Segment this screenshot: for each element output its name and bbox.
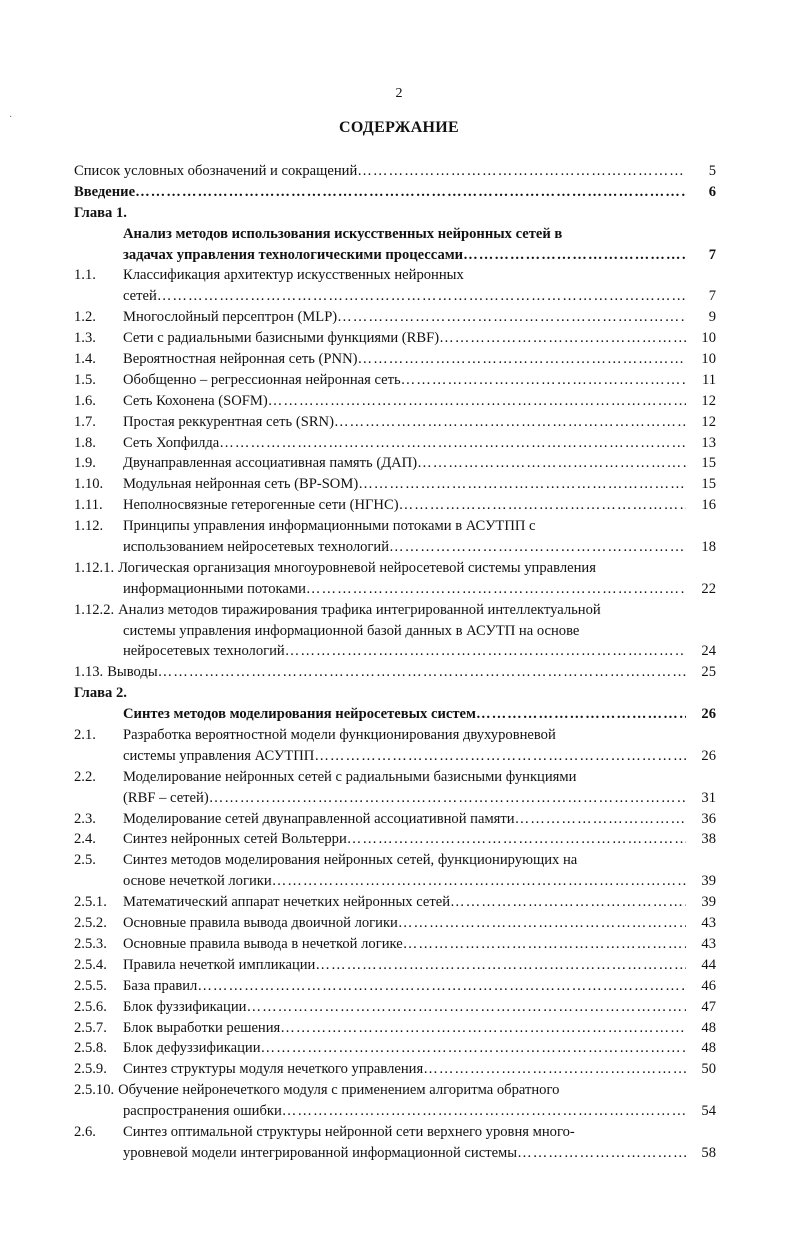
toc-leader-dots — [209, 788, 686, 809]
toc-entry-number: 1.11. — [74, 497, 103, 514]
toc-leader-dots — [337, 307, 686, 328]
toc-entry-number: 1.4. — [74, 351, 96, 367]
toc-leader-dots — [315, 955, 686, 976]
toc-entry-number: 1.3. — [74, 330, 96, 347]
toc-entry-text — [123, 871, 686, 892]
toc-leader-dots — [401, 370, 686, 391]
toc-entry — [74, 245, 716, 266]
toc-entry-text — [123, 1059, 686, 1080]
toc-entry-label: Синтез методов моделирования нейронных сетей, функционирующих на — [123, 852, 578, 869]
toc-entry-text — [107, 662, 686, 683]
toc-leader-dots — [314, 746, 686, 767]
toc-entry-page: 22 — [701, 580, 716, 597]
toc-entry-text — [74, 203, 686, 224]
toc-leader-dots — [280, 1018, 686, 1039]
toc-entry — [74, 1143, 716, 1164]
toc-entry — [74, 1059, 716, 1080]
toc-entry — [74, 934, 716, 955]
toc-entry-number: 2.5.2. — [74, 915, 107, 932]
toc-leader-dots — [261, 1038, 686, 1059]
toc-entry — [74, 809, 716, 830]
toc-entry-text — [123, 453, 686, 474]
toc-entry-page: 43 — [701, 915, 716, 932]
toc-entry — [74, 725, 716, 746]
toc-entry-page: 46 — [701, 977, 716, 994]
toc-entry — [74, 704, 716, 725]
toc-entry — [74, 203, 716, 224]
toc-entry-label: Анализ методов использования искусственных нейронных сетей в — [123, 225, 563, 242]
toc-entry-page: 15 — [701, 455, 716, 472]
toc-entry-text — [123, 349, 686, 370]
toc-entry-page: 24 — [701, 643, 716, 660]
toc-entry-label: Сети с радиальными базисными функциями (RBF) — [123, 330, 440, 347]
toc-entry-label: Сеть Кохонена (SOFM) — [123, 392, 268, 409]
toc-entry — [74, 370, 716, 391]
toc-entry-label: Синтез методов моделирования нейросетевых систем — [123, 706, 476, 723]
toc-entry-page: 7 — [708, 246, 716, 263]
toc-entry — [74, 286, 716, 307]
toc-leader-dots — [417, 453, 686, 474]
toc-entry-text — [123, 621, 686, 642]
toc-entry-text — [123, 809, 686, 830]
toc-entry-text — [123, 829, 686, 850]
toc-entry-label: Анализ методов тиражирования трафика интегрированной интеллектуальной — [118, 601, 601, 618]
toc-entry-text — [123, 1018, 686, 1039]
toc-entry — [74, 328, 716, 349]
toc-entry-label: системы управления АСУТПП — [123, 747, 315, 764]
toc-entry-number: 1.10. — [74, 476, 104, 493]
toc-entry-number: 1.2. — [74, 309, 96, 326]
toc-entry — [74, 767, 716, 788]
toc-leader-dots — [358, 474, 686, 495]
toc-entry-text — [123, 1122, 686, 1143]
toc-entry-page: 26 — [701, 747, 716, 764]
page-title: СОДЕРЖАНИЕ — [338, 119, 460, 136]
toc-entry-label: Принципы управления информационными потоками в АСУТПП с — [123, 518, 536, 535]
toc-leader-dots — [515, 809, 686, 830]
toc-leader-dots — [476, 704, 686, 725]
toc-entry-text — [123, 412, 686, 433]
toc-entry-label: (RBF – сетей) — [123, 789, 209, 806]
toc-entry-number: 1.5. — [74, 371, 96, 388]
toc-entry-number: 2.5.10. — [74, 1082, 115, 1099]
toc-leader-dots — [306, 579, 686, 600]
toc-entry-label: информационными потоками — [123, 580, 306, 597]
toc-entry — [74, 1122, 716, 1143]
toc-entry-page: 13 — [701, 434, 716, 451]
toc-entry-label: Синтез оптимальной структуры нейронной сети верхнего уровня много- — [123, 1123, 575, 1140]
toc-entry-text — [123, 328, 686, 349]
toc-entry-text — [74, 161, 686, 182]
toc-entry-text — [123, 495, 686, 516]
toc-entry-label: Моделирование сетей двунаправленной ассоциативной памяти — [123, 810, 515, 827]
toc-entry-text — [118, 1080, 686, 1101]
toc-entry-text — [123, 370, 686, 391]
toc-leader-dots — [282, 1101, 686, 1122]
toc-entry — [74, 224, 716, 245]
toc-entry-label: Список условных обозначений и сокращений — [74, 162, 358, 179]
toc-entry-number: 2.5.3. — [74, 935, 107, 952]
toc-entry — [74, 579, 716, 600]
toc-entry-number: 2.5.6. — [74, 998, 107, 1015]
toc-entry — [74, 307, 716, 328]
toc-entry — [74, 892, 716, 913]
toc-entry-page: 36 — [701, 810, 716, 827]
toc-entry — [74, 516, 716, 537]
toc-entry-number: 2.1. — [74, 727, 96, 744]
toc-entry-label: Основные правила вывода в нечеткой логике — [123, 935, 403, 952]
toc-leader-dots — [403, 934, 686, 955]
toc-entry — [74, 662, 716, 683]
toc-entry-label: Обобщенно – регрессионная нейронная сеть — [123, 371, 401, 388]
toc-entry-label: Введение — [74, 183, 136, 200]
toc-entry-number: 2.4. — [74, 831, 96, 848]
toc-entry-label: Двунаправленная ассоциативная память (ДАП) — [123, 455, 418, 472]
toc-entry-page: 10 — [701, 351, 716, 367]
toc-entry-text — [123, 767, 686, 788]
toc-entry-page: 44 — [701, 956, 716, 973]
toc-entry — [74, 161, 716, 182]
toc-entry-page: 25 — [701, 664, 716, 681]
table-of-contents — [74, 161, 716, 1164]
toc-leader-dots — [423, 1059, 686, 1080]
toc-leader-dots — [246, 997, 686, 1018]
toc-entry-page: 50 — [701, 1061, 716, 1078]
toc-entry — [74, 683, 716, 704]
toc-entry-page: 39 — [701, 873, 716, 890]
toc-entry — [74, 433, 716, 454]
toc-leader-dots — [347, 829, 686, 850]
toc-entry-text — [123, 286, 686, 307]
toc-entry-label: Разработка вероятностной модели функционирования двухуровневой — [123, 727, 556, 744]
toc-entry-text — [123, 892, 686, 913]
toc-entry-label: Многослойный персептрон (MLP) — [123, 309, 338, 326]
toc-entry-label: Логическая организация многоуровневой нейросетевой системы управления — [118, 559, 596, 576]
toc-entry-text — [74, 683, 686, 704]
toc-entry-page: 31 — [701, 789, 716, 806]
toc-entry-text — [123, 224, 686, 245]
toc-entry-label: Математический аппарат нечетких нейронных сетей — [123, 894, 450, 911]
toc-entry-page: 12 — [701, 392, 716, 409]
toc-entry — [74, 265, 716, 286]
toc-entry-label: нейросетевых технологий — [123, 643, 285, 660]
toc-entry-text — [123, 955, 686, 976]
toc-leader-dots — [517, 1143, 686, 1164]
toc-entry-label: Моделирование нейронных сетей с радиальными базисными функциями — [123, 768, 577, 785]
toc-entry-page: 43 — [701, 935, 716, 952]
toc-entry-text — [123, 641, 686, 662]
toc-entry-number: 2.5.5. — [74, 977, 107, 994]
toc-entry — [74, 621, 716, 642]
toc-entry-text — [123, 307, 686, 328]
toc-entry-page: 10 — [701, 330, 716, 347]
toc-entry — [74, 453, 716, 474]
toc-entry-number: 2.5.8. — [74, 1040, 107, 1057]
toc-entry-text — [123, 391, 686, 412]
toc-entry-text — [123, 1038, 686, 1059]
toc-entry-page: 26 — [701, 706, 716, 723]
toc-leader-dots — [197, 976, 686, 997]
toc-entry-page: 39 — [701, 894, 716, 911]
toc-entry — [74, 474, 716, 495]
toc-entry — [74, 830, 716, 851]
toc-entry — [74, 391, 716, 412]
toc-leader-dots — [463, 245, 686, 266]
toc-entry-page: 58 — [701, 1144, 716, 1161]
toc-entry-text — [123, 746, 686, 767]
toc-entry — [74, 955, 716, 976]
toc-entry-label: Основные правила вывода двоичной логики — [123, 915, 398, 932]
toc-entry — [74, 1101, 716, 1122]
toc-entry-text — [123, 788, 686, 809]
toc-leader-dots — [158, 662, 686, 683]
toc-entry-label: Правила нечеткой импликации — [123, 956, 316, 973]
toc-entry-label: Классификация архитектур искусственных нейронных — [123, 267, 464, 284]
page-number: 2 — [395, 86, 403, 101]
toc-entry — [74, 349, 716, 370]
toc-leader-dots — [450, 892, 686, 913]
toc-entry-text — [123, 850, 686, 871]
toc-entry-label: распространения ошибки — [123, 1103, 282, 1120]
toc-entry-number: 1.12. — [74, 518, 104, 535]
toc-entry — [74, 788, 716, 809]
toc-entry — [74, 412, 716, 433]
toc-entry-number: 1.12.1. — [74, 559, 115, 576]
toc-entry-page: 6 — [708, 183, 716, 200]
toc-entry-page: 18 — [701, 539, 716, 556]
toc-entry-number: 1.8. — [74, 434, 96, 451]
toc-entry-text — [123, 433, 686, 454]
toc-entry-page: 54 — [701, 1103, 716, 1120]
toc-entry-number: 2.3. — [74, 810, 96, 827]
toc-entry-label: Синтез структуры модуля нечеткого управления — [123, 1061, 424, 1078]
toc-entry-label: Неполносвязные гетерогенные сети (НГНС) — [123, 497, 399, 514]
toc-entry — [74, 1018, 716, 1039]
toc-entry-label: Вероятностная нейронная сеть (PNN) — [123, 351, 358, 367]
toc-leader-dots — [357, 161, 686, 182]
toc-entry-page: 47 — [701, 998, 716, 1015]
toc-leader-dots — [272, 871, 686, 892]
toc-entry-number: 1.13. — [74, 664, 104, 681]
toc-entry-text — [74, 182, 686, 203]
toc-entry — [74, 537, 716, 558]
toc-entry-number: 2.5.7. — [74, 1019, 107, 1036]
toc-entry-number: 1.6. — [74, 392, 96, 409]
toc-entry-text — [123, 1143, 686, 1164]
toc-entry — [74, 600, 716, 621]
toc-entry-label: основе нечеткой логики — [123, 873, 272, 890]
toc-entry-page: 5 — [708, 162, 716, 179]
toc-entry-page: 12 — [701, 413, 716, 430]
toc-entry-text — [123, 245, 686, 266]
toc-entry-number: 2.2. — [74, 768, 96, 785]
toc-entry-label: задачах управления технологическими процессами — [123, 246, 464, 263]
toc-entry-text — [123, 997, 686, 1018]
toc-entry — [74, 997, 716, 1018]
toc-entry-text — [123, 474, 686, 495]
toc-entry — [74, 182, 716, 203]
toc-entry-page: 38 — [701, 831, 716, 848]
toc-entry-page: 11 — [701, 371, 716, 388]
toc-entry-label: Модульная нейронная сеть (BP-SOM) — [123, 476, 359, 493]
toc-entry-text — [123, 516, 686, 537]
toc-entry-label: Блок фуззификации — [123, 998, 247, 1015]
toc-leader-dots — [334, 412, 686, 433]
toc-entry — [74, 641, 716, 662]
toc-entry-number: 2.6. — [74, 1123, 96, 1140]
toc-entry-label: Блок выработки решения — [123, 1019, 281, 1036]
toc-leader-dots — [398, 913, 686, 934]
toc-leader-dots — [135, 182, 686, 203]
toc-leader-dots — [219, 433, 686, 454]
toc-entry — [74, 1080, 716, 1101]
toc-entry-label: Обучение нейронечеткого модуля с применением алгоритма обратного — [118, 1082, 560, 1099]
toc-leader-dots — [357, 349, 686, 370]
toc-entry-label: Простая реккурентная сеть (SRN) — [123, 413, 334, 430]
toc-entry-label: сетей — [123, 288, 157, 305]
toc-entry — [74, 558, 716, 579]
toc-entry-page: 16 — [701, 497, 716, 514]
toc-entry-number: 1.1. — [74, 267, 96, 284]
toc-leader-dots — [285, 641, 686, 662]
toc-leader-dots — [157, 286, 686, 307]
toc-entry-label: использованием нейросетевых технологий — [123, 539, 390, 556]
toc-entry — [74, 976, 716, 997]
toc-entry-number: 1.7. — [74, 413, 96, 430]
toc-entry-number: 1.9. — [74, 455, 96, 472]
toc-entry-text — [123, 579, 686, 600]
toc-entry-number: 1.12.2. — [74, 601, 115, 618]
toc-entry-label: системы управления информационной базой данных в АСУТП на основе — [123, 622, 580, 639]
toc-entry — [74, 871, 716, 892]
toc-entry-page: 48 — [701, 1019, 716, 1036]
toc-entry — [74, 495, 716, 516]
toc-entry-text — [123, 537, 686, 558]
toc-entry-label: База правил — [123, 977, 198, 994]
toc-entry-text — [123, 913, 686, 934]
toc-entry-page: 48 — [701, 1040, 716, 1057]
toc-entry-label: Синтез нейронных сетей Вольтерри — [123, 831, 347, 848]
toc-entry — [74, 746, 716, 767]
toc-entry-number: 2.5. — [74, 852, 96, 869]
toc-entry-label: Глава 2. — [74, 685, 127, 702]
toc-entry-text — [118, 600, 686, 621]
toc-entry-label: уровневой модели интегрированной информационной системы — [123, 1144, 518, 1161]
toc-entry-text — [118, 558, 686, 579]
toc-entry-text — [123, 1101, 686, 1122]
toc-entry-label: Выводы — [107, 664, 158, 681]
toc-entry-page: 9 — [708, 309, 716, 326]
toc-entry-number: 2.5.9. — [74, 1061, 107, 1078]
toc-entry-text — [123, 934, 686, 955]
toc-entry-label: Сеть Хопфилда — [123, 434, 220, 451]
toc-leader-dots — [439, 328, 686, 349]
toc-entry-number: 2.5.1. — [74, 894, 107, 911]
toc-entry-page: 15 — [701, 476, 716, 493]
margin-mark: · — [9, 112, 13, 123]
toc-leader-dots — [399, 495, 686, 516]
toc-entry-page: 7 — [708, 288, 716, 305]
toc-entry-text — [123, 704, 686, 725]
toc-entry — [74, 913, 716, 934]
toc-entry — [74, 1038, 716, 1059]
toc-entry-text — [123, 976, 686, 997]
toc-leader-dots — [389, 537, 686, 558]
toc-entry-text — [123, 725, 686, 746]
toc-entry — [74, 850, 716, 871]
toc-entry-label: Блок дефуззификации — [123, 1040, 261, 1057]
toc-entry-label: Глава 1. — [74, 204, 127, 221]
toc-entry-number: 2.5.4. — [74, 956, 107, 973]
toc-leader-dots — [268, 391, 686, 412]
toc-entry-text — [123, 265, 686, 286]
